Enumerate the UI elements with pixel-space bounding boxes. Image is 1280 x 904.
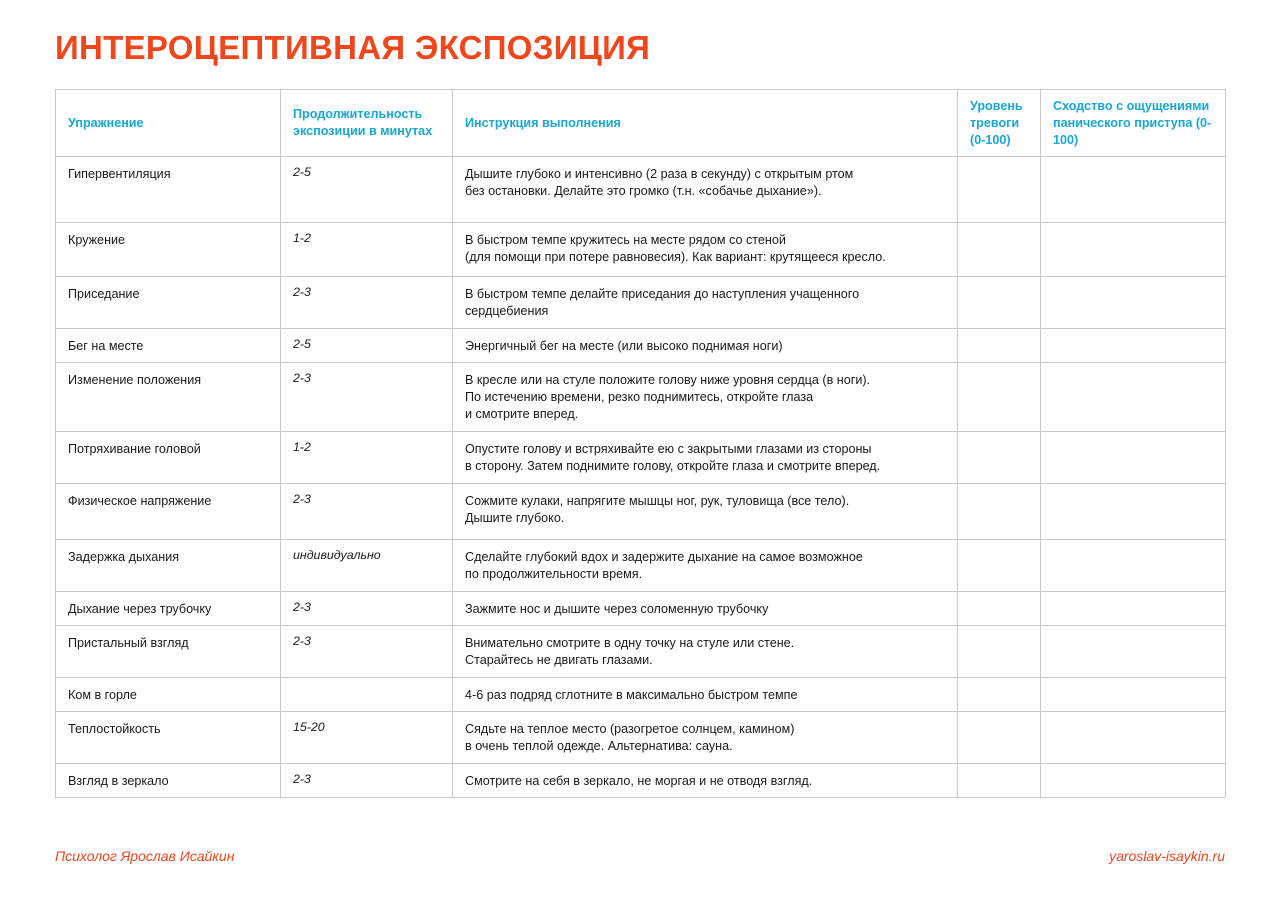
exercise-cell: Кружение <box>56 223 281 277</box>
similarity-cell[interactable] <box>1041 764 1226 798</box>
duration-cell: 2-3 <box>281 277 453 329</box>
duration-cell: 2-5 <box>281 157 453 223</box>
similarity-cell[interactable] <box>1041 157 1226 223</box>
header-anxiety: Уровень тревоги (0-100) <box>958 90 1041 157</box>
instruction-cell: Дышите глубоко и интенсивно (2 раза в секунду) с открытым ртом без остановки. Делайте это громко (т.н. «собачье дыхание»). <box>453 157 958 223</box>
anxiety-cell[interactable] <box>958 223 1041 277</box>
duration-cell: индивидуально <box>281 540 453 592</box>
exercise-cell: Потряхивание головой <box>56 432 281 484</box>
similarity-cell[interactable] <box>1041 712 1226 764</box>
header-instruction: Инструкция выполнения <box>453 90 958 157</box>
anxiety-cell[interactable] <box>958 626 1041 678</box>
similarity-cell[interactable] <box>1041 592 1226 626</box>
similarity-cell[interactable] <box>1041 432 1226 484</box>
anxiety-cell[interactable] <box>958 764 1041 798</box>
similarity-cell[interactable] <box>1041 540 1226 592</box>
table-body <box>56 157 1226 798</box>
table-row <box>56 329 1226 363</box>
similarity-cell[interactable] <box>1041 329 1226 363</box>
anxiety-cell[interactable] <box>958 484 1041 540</box>
exercise-cell: Теплостойкость <box>56 712 281 764</box>
similarity-cell[interactable] <box>1041 223 1226 277</box>
instruction-cell: Смотрите на себя в зеркало, не моргая и не отводя взгляд. <box>453 764 958 798</box>
exercise-cell: Приседание <box>56 277 281 329</box>
table-row <box>56 626 1226 678</box>
duration-cell: 2-3 <box>281 764 453 798</box>
duration-cell: 2-5 <box>281 329 453 363</box>
footer-website[interactable]: yaroslav-isaykin.ru <box>1109 848 1225 864</box>
table-row <box>56 540 1226 592</box>
table-row <box>56 678 1226 712</box>
anxiety-cell[interactable] <box>958 157 1041 223</box>
anxiety-cell[interactable] <box>958 329 1041 363</box>
table-row <box>56 157 1226 223</box>
duration-cell: 2-3 <box>281 626 453 678</box>
table-row <box>56 484 1226 540</box>
table-row <box>56 363 1226 432</box>
header-exercise: Упражнение <box>56 90 281 157</box>
exercise-cell: Ком в горле <box>56 678 281 712</box>
exercise-cell: Пристальный взгляд <box>56 626 281 678</box>
similarity-cell[interactable] <box>1041 484 1226 540</box>
page-title: ИНТЕРОЦЕПТИВНАЯ ЭКСПОЗИЦИЯ <box>55 29 651 66</box>
duration-cell: 1-2 <box>281 432 453 484</box>
anxiety-cell[interactable] <box>958 540 1041 592</box>
anxiety-cell[interactable] <box>958 712 1041 764</box>
table-header-row <box>56 90 1226 157</box>
anxiety-cell[interactable] <box>958 363 1041 432</box>
exercise-cell: Гипервентиляция <box>56 157 281 223</box>
similarity-cell[interactable] <box>1041 277 1226 329</box>
instruction-cell: Опустите голову и встряхивайте ею с закрытыми глазами из стороны в сторону. Затем поднимите голову, откройте глаза и смотрите вперед. <box>453 432 958 484</box>
instruction-cell: 4-6 раз подряд сглотните в максимально быстром темпе <box>453 678 958 712</box>
table-row <box>56 764 1226 798</box>
similarity-cell[interactable] <box>1041 678 1226 712</box>
exercise-cell: Физическое напряжение <box>56 484 281 540</box>
instruction-cell: В быстром темпе делайте приседания до наступления учащенного сердцебиения <box>453 277 958 329</box>
duration-cell: 2-3 <box>281 592 453 626</box>
duration-cell: 15-20 <box>281 712 453 764</box>
table-row <box>56 223 1226 277</box>
exercise-cell: Задержка дыхания <box>56 540 281 592</box>
duration-cell: 2-3 <box>281 363 453 432</box>
duration-cell: 2-3 <box>281 484 453 540</box>
exercise-cell: Дыхание через трубочку <box>56 592 281 626</box>
table-row <box>56 592 1226 626</box>
anxiety-cell[interactable] <box>958 432 1041 484</box>
exercise-cell: Бег на месте <box>56 329 281 363</box>
duration-cell: 1-2 <box>281 223 453 277</box>
footer-author: Психолог Ярослав Исайкин <box>55 848 235 864</box>
similarity-cell[interactable] <box>1041 626 1226 678</box>
table-row <box>56 432 1226 484</box>
instruction-cell: Сожмите кулаки, напрягите мышцы ног, рук, туловища (все тело). Дышите глубоко. <box>453 484 958 540</box>
table-row <box>56 277 1226 329</box>
instruction-cell: В быстром темпе кружитесь на месте рядом со стеной (для помощи при потере равновесия). Как вариант: крутящееся кресло. <box>453 223 958 277</box>
similarity-cell[interactable] <box>1041 363 1226 432</box>
instruction-cell: Сядьте на теплое место (разогретое солнцем, камином) в очень теплой одежде. Альтернатива: сауна. <box>453 712 958 764</box>
instruction-cell: Зажмите нос и дышите через соломенную трубочку <box>453 592 958 626</box>
instruction-cell: Сделайте глубокий вдох и задержите дыхание на самое возможное по продолжительности время. <box>453 540 958 592</box>
anxiety-cell[interactable] <box>958 277 1041 329</box>
header-duration: Продолжительность экспозиции в минутах <box>281 90 453 157</box>
anxiety-cell[interactable] <box>958 592 1041 626</box>
duration-cell <box>281 678 453 712</box>
instruction-cell: В кресле или на стуле положите голову ниже уровня сердца (в ноги). По истечению времени, резко поднимитесь, откройте глаза и смотрите вперед. <box>453 363 958 432</box>
exercise-cell: Изменение положения <box>56 363 281 432</box>
exposure-table <box>55 89 1226 798</box>
anxiety-cell[interactable] <box>958 678 1041 712</box>
exercise-cell: Взгляд в зеркало <box>56 764 281 798</box>
header-similarity: Сходство с ощущениями панического приступа (0-100) <box>1041 90 1226 157</box>
table-row <box>56 712 1226 764</box>
instruction-cell: Энергичный бег на месте (или высоко поднимая ноги) <box>453 329 958 363</box>
instruction-cell: Внимательно смотрите в одну точку на стуле или стене. Старайтесь не двигать глазами. <box>453 626 958 678</box>
